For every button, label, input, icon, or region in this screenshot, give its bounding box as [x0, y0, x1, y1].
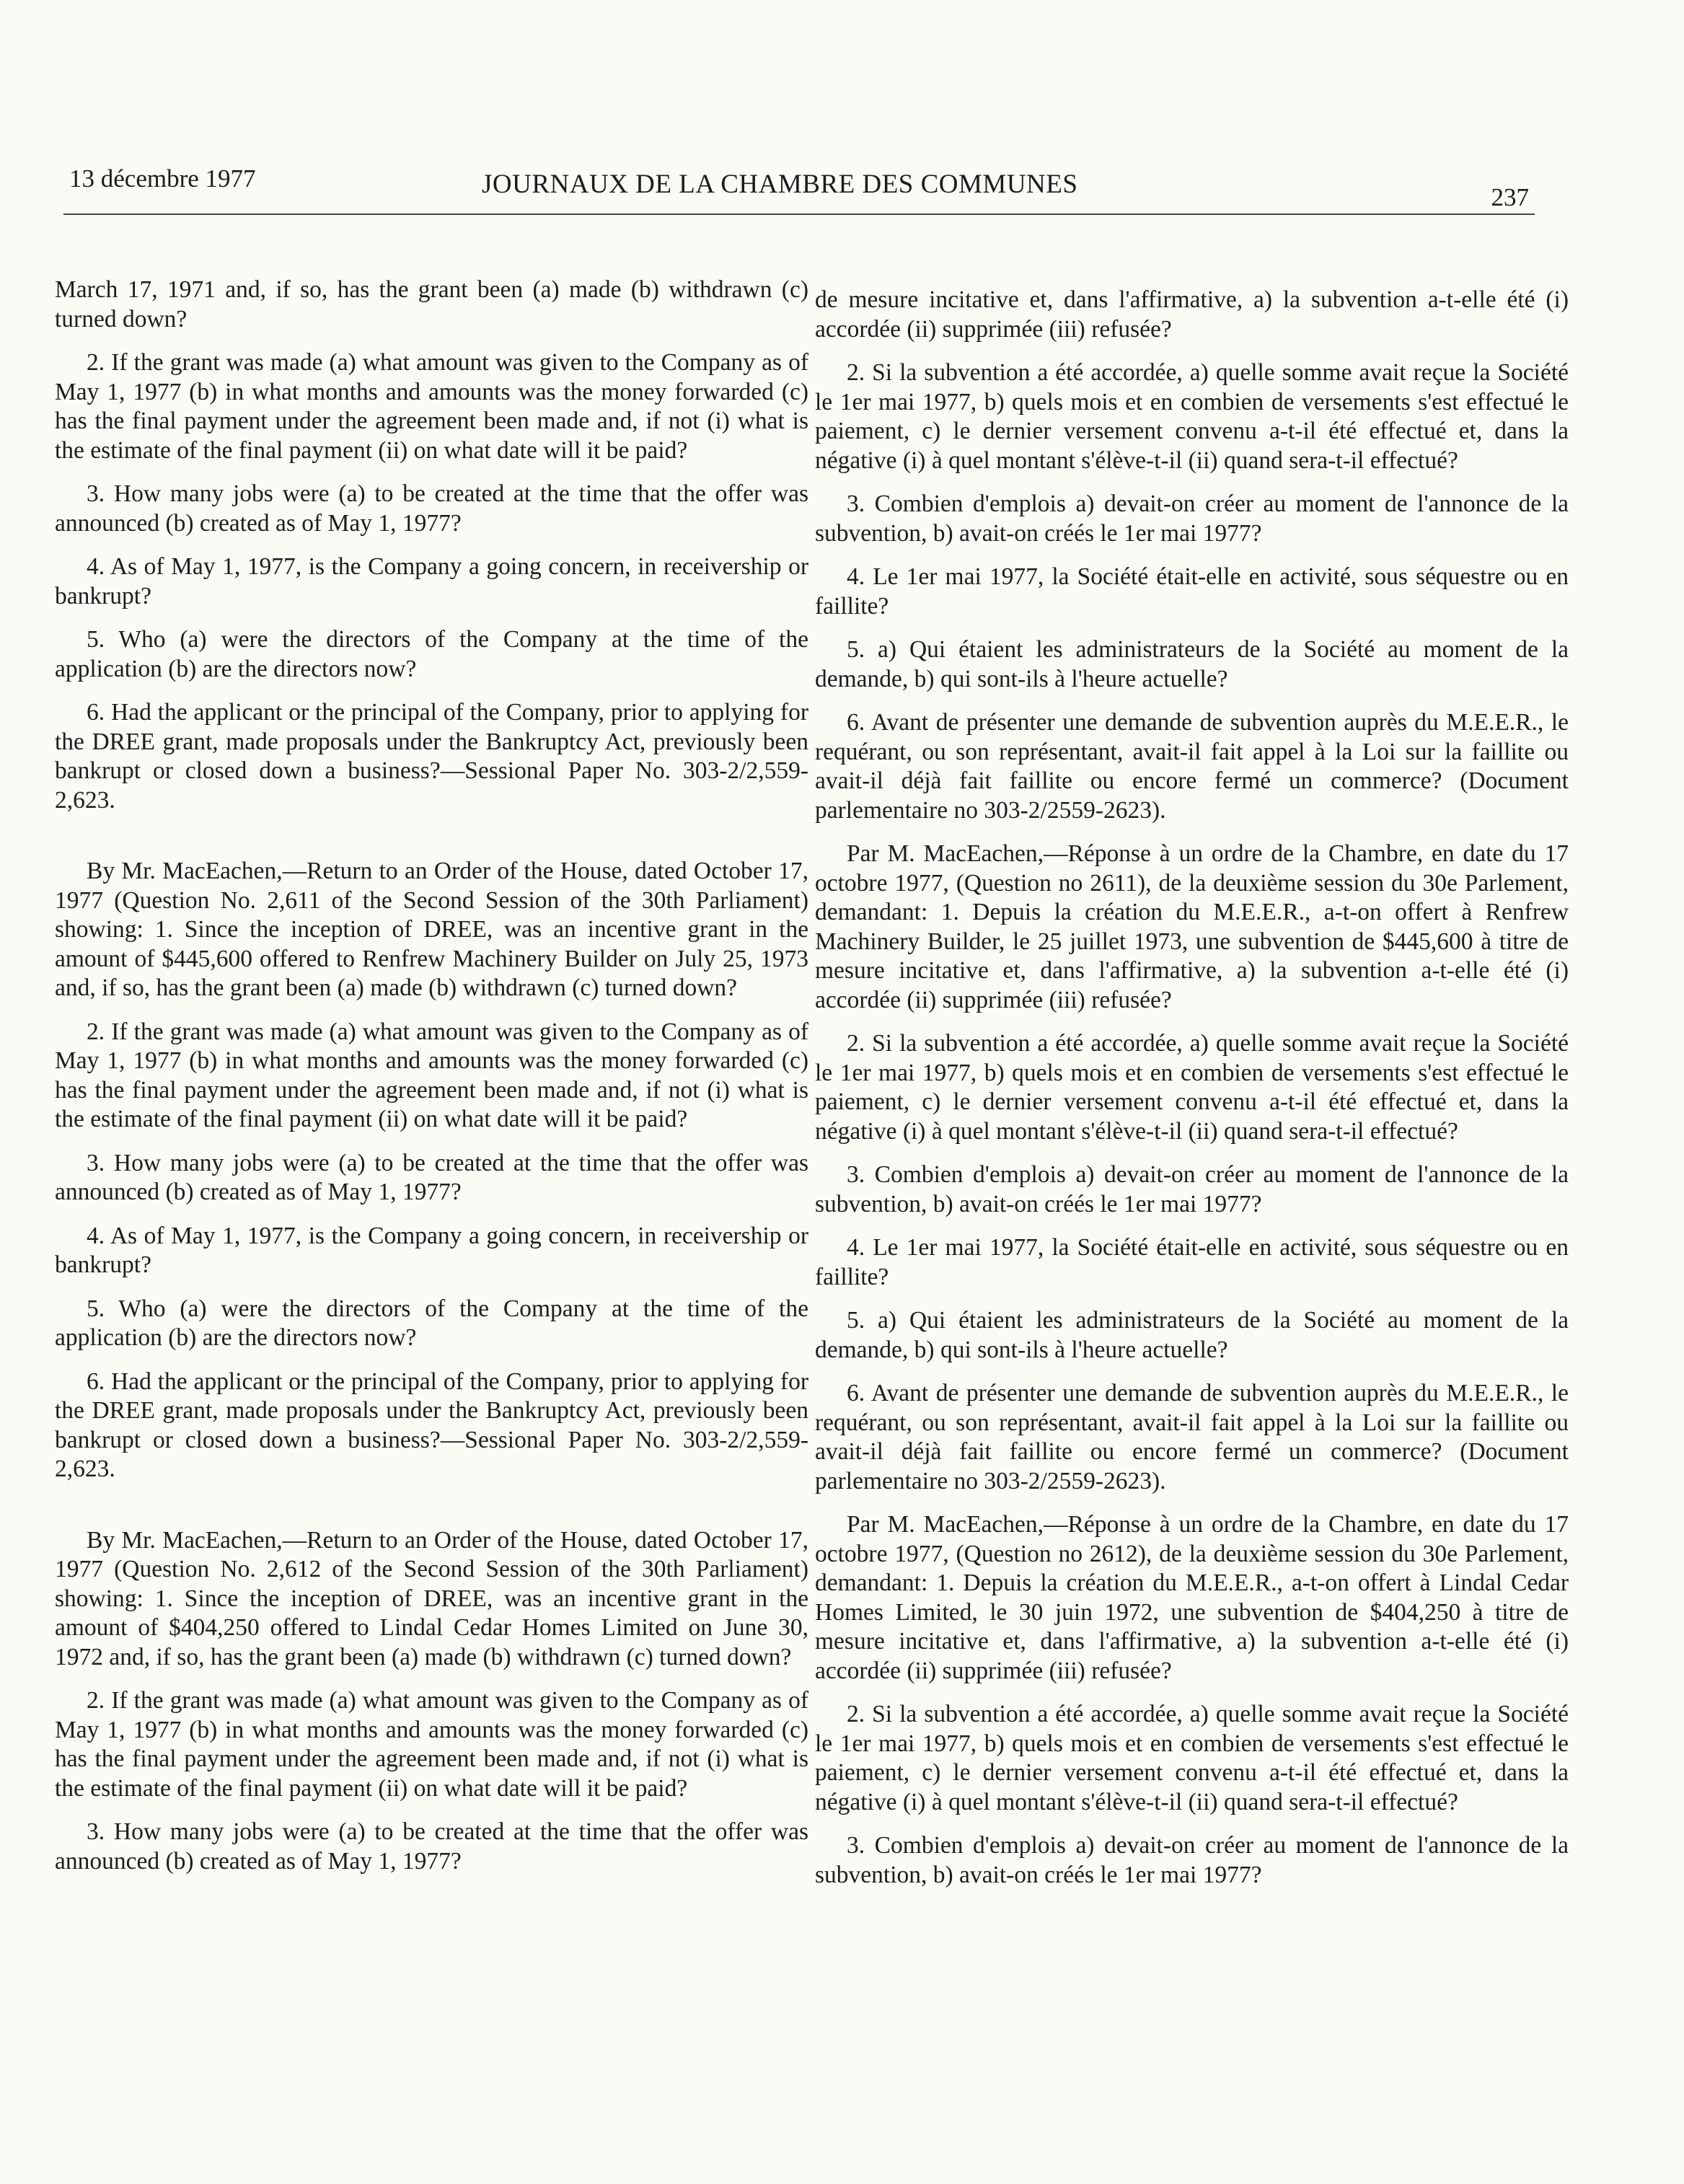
journal-title: JOURNAUX DE LA CHAMBRE DES COMMUNES: [482, 169, 1078, 199]
paragraph: 2. Si la subvention a été accordée, a) quelle somme avait reçue la Société le 1er mai 1977, b) quels mois et en combien de versements s'est effectué le paiement, c) le dernier versement convenu a-t-il été effectué et, dans la négative (i) à quel montant s'élève-t-il (ii) quand sera-t-il effectué?: [815, 1701, 1569, 1815]
paragraph: 4. As of May 1, 1977, is the Company a going concern, in receivership or bankrupt?: [55, 553, 808, 609]
page-number: 237: [1491, 183, 1529, 211]
paragraph: 2. Si la subvention a été accordée, a) quelle somme avait reçue la Société le 1er mai 1977, b) quels mois et en combien de versements s'est effectué le paiement, c) le dernier versement convenu a-t-il été effectué et, dans la négative (i) à quel montant s'élève-t-il (ii) quand sera-t-il effectué?: [815, 1030, 1569, 1145]
return-heading-paragraph: Par M. MacEachen,—Réponse à un ordre de la Chambre, en date du 17 octobre 1977, (Question no 2611), de la deuxième session du 30e Parlement, demandant: 1. Depuis la création du M.E.E.R., a-t-on offert à Renfrew Machinery Builder, le 25 juillet 1973, une subvention de $445,600 à titre de mesure incitative et, dans l'affirmative, a) la subvention a-t-elle été (i) accordée (ii) supprimée (iii) refusée?: [815, 840, 1569, 1013]
paragraph: 2. If the grant was made (a) what amount was given to the Company as of May 1, 1977 (b) in what months and amounts was the money forwarded (c) has the final payment under the agreement been made and, if not (i) what is the estimate of the final payment (ii) on what date will it be paid?: [55, 349, 808, 464]
page-header: [63, 162, 1535, 215]
paragraph: 4. Le 1er mai 1977, la Société était-elle en activité, sous séquestre ou en faillite?: [815, 563, 1569, 620]
paragraph: 4. As of May 1, 1977, is the Company a going concern, in receivership or bankrupt?: [55, 1222, 808, 1278]
paragraph: 3. Combien d'emplois a) devait-on créer au moment de l'annonce de la subvention, b) avait-on créés le 1er mai 1977?: [815, 1832, 1569, 1888]
paragraph: 3. How many jobs were (a) to be created at the time that the offer was announced (b) created as of May 1, 1977?: [55, 1818, 808, 1875]
paragraph: 5. a) Qui étaient les administrateurs de la Société au moment de la demande, b) qui sont-ils à l'heure actuelle?: [815, 1307, 1569, 1363]
paragraph: 2. If the grant was made (a) what amount was given to the Company as of May 1, 1977 (b) in what months and amounts was the money forwarded (c) has the final payment under the agreement been made and, if not (i) what is the estimate of the final payment (ii) on what date will it be paid?: [55, 1018, 808, 1132]
return-heading-paragraph: Par M. MacEachen,—Réponse à un ordre de la Chambre, en date du 17 octobre 1977, (Question no 2612), de la deuxième session du 30e Parlement, demandant: 1. Depuis la création du M.E.E.R., a-t-on offert à Lindal Cedar Homes Limited, le 30 juin 1972, une subvention de $404,250 à titre de mesure incitative et, dans l'affirmative, a) la subvention a-t-elle été (i) accordée (ii) supprimée (iii) refusée?: [815, 1511, 1569, 1684]
paragraph: 6. Avant de présenter une demande de subvention auprès du M.E.E.R., le requérant, ou son représentant, avait-il fait appel à la Loi sur la faillite ou avait-il déjà fait faillite ou encore fermé un commerce? (Document parlementaire no 303-2/2559-2623).: [815, 1380, 1569, 1494]
return-heading-paragraph: By Mr. MacEachen,—Return to an Order of the House, dated October 17, 1977 (Question No. 2,611 of the Second Session of the 30th Parliament) showing: 1. Since the inception of DREE, was an incentive grant in the amount of $445,600 offered to Renfrew Machinery Builder on July 25, 1973 and, if so, has the grant been (a) made (b) withdrawn (c) turned down?: [55, 858, 808, 1001]
english-column: [55, 276, 808, 1890]
header-date: 13 décembre 1977: [69, 164, 256, 193]
paragraph: 2. If the grant was made (a) what amount was given to the Company as of May 1, 1977 (b) in what months and amounts was the money forwarded (c) has the final payment under the agreement been made and, if not (i) what is the estimate of the final payment (ii) on what date will it be paid?: [55, 1687, 808, 1802]
return-heading-paragraph: By Mr. MacEachen,—Return to an Order of the House, dated October 17, 1977 (Question No. 2,612 of the Second Session of the 30th Parliament) showing: 1. Since the inception of DREE, was an incentive grant in the amount of $404,250 offered to Lindal Cedar Homes Limited on June 30, 1972 and, if so, has the grant been (a) made (b) withdrawn (c) turned down?: [55, 1526, 808, 1670]
paragraph: de mesure incitative et, dans l'affirmative, a) la subvention a-t-elle été (i) accordée (ii) supprimée (iii) refusée?: [815, 286, 1569, 343]
paragraph: 5. Who (a) were the directors of the Company at the time of the application (b) are the directors now?: [55, 1295, 808, 1351]
paragraph: 3. How many jobs were (a) to be created at the time that the offer was announced (b) created as of May 1, 1977?: [55, 480, 808, 537]
paragraph: 6. Had the applicant or the principal of the Company, prior to applying for the DREE grant, made proposals under the Bankruptcy Act, previously been bankrupt or closed down a business?—Sessional Paper No. 303-2/2,559-2,623.: [55, 1368, 808, 1482]
paragraph: 5. Who (a) were the directors of the Company at the time of the application (b) are the directors now?: [55, 626, 808, 682]
french-column: [815, 286, 1569, 1904]
paragraph: March 17, 1971 and, if so, has the grant been (a) made (b) withdrawn (c) turned down?: [55, 276, 808, 333]
paragraph: 3. How many jobs were (a) to be created at the time that the offer was announced (b) created as of May 1, 1977?: [55, 1149, 808, 1205]
paragraph: 3. Combien d'emplois a) devait-on créer au moment de l'annonce de la subvention, b) avait-on créés le 1er mai 1977?: [815, 490, 1569, 547]
paragraph: 6. Had the applicant or the principal of the Company, prior to applying for the DREE grant, made proposals under the Bankruptcy Act, previously been bankrupt or closed down a business?—Sessional Paper No. 303-2/2,559-2,623.: [55, 699, 808, 814]
paragraph: 4. Le 1er mai 1977, la Société était-elle en activité, sous séquestre ou en faillite?: [815, 1234, 1569, 1290]
paragraph: 2. Si la subvention a été accordée, a) quelle somme avait reçue la Société le 1er mai 1977, b) quels mois et en combien de versements s'est effectué le paiement, c) le dernier versement convenu a-t-il été effectué et, dans la négative (i) à quel montant s'élève-t-il (ii) quand sera-t-il effectué?: [815, 359, 1569, 474]
paragraph: 3. Combien d'emplois a) devait-on créer au moment de l'annonce de la subvention, b) avait-on créés le 1er mai 1977?: [815, 1161, 1569, 1218]
paragraph: 6. Avant de présenter une demande de subvention auprès du M.E.E.R., le requérant, ou son représentant, avait-il fait appel à la Loi sur la faillite ou avait-il déjà fait faillite ou encore fermé un commerce? (Document parlementaire no 303-2/2559-2623).: [815, 709, 1569, 824]
paragraph: 5. a) Qui étaient les administrateurs de la Société au moment de la demande, b) qui sont-ils à l'heure actuelle?: [815, 636, 1569, 692]
